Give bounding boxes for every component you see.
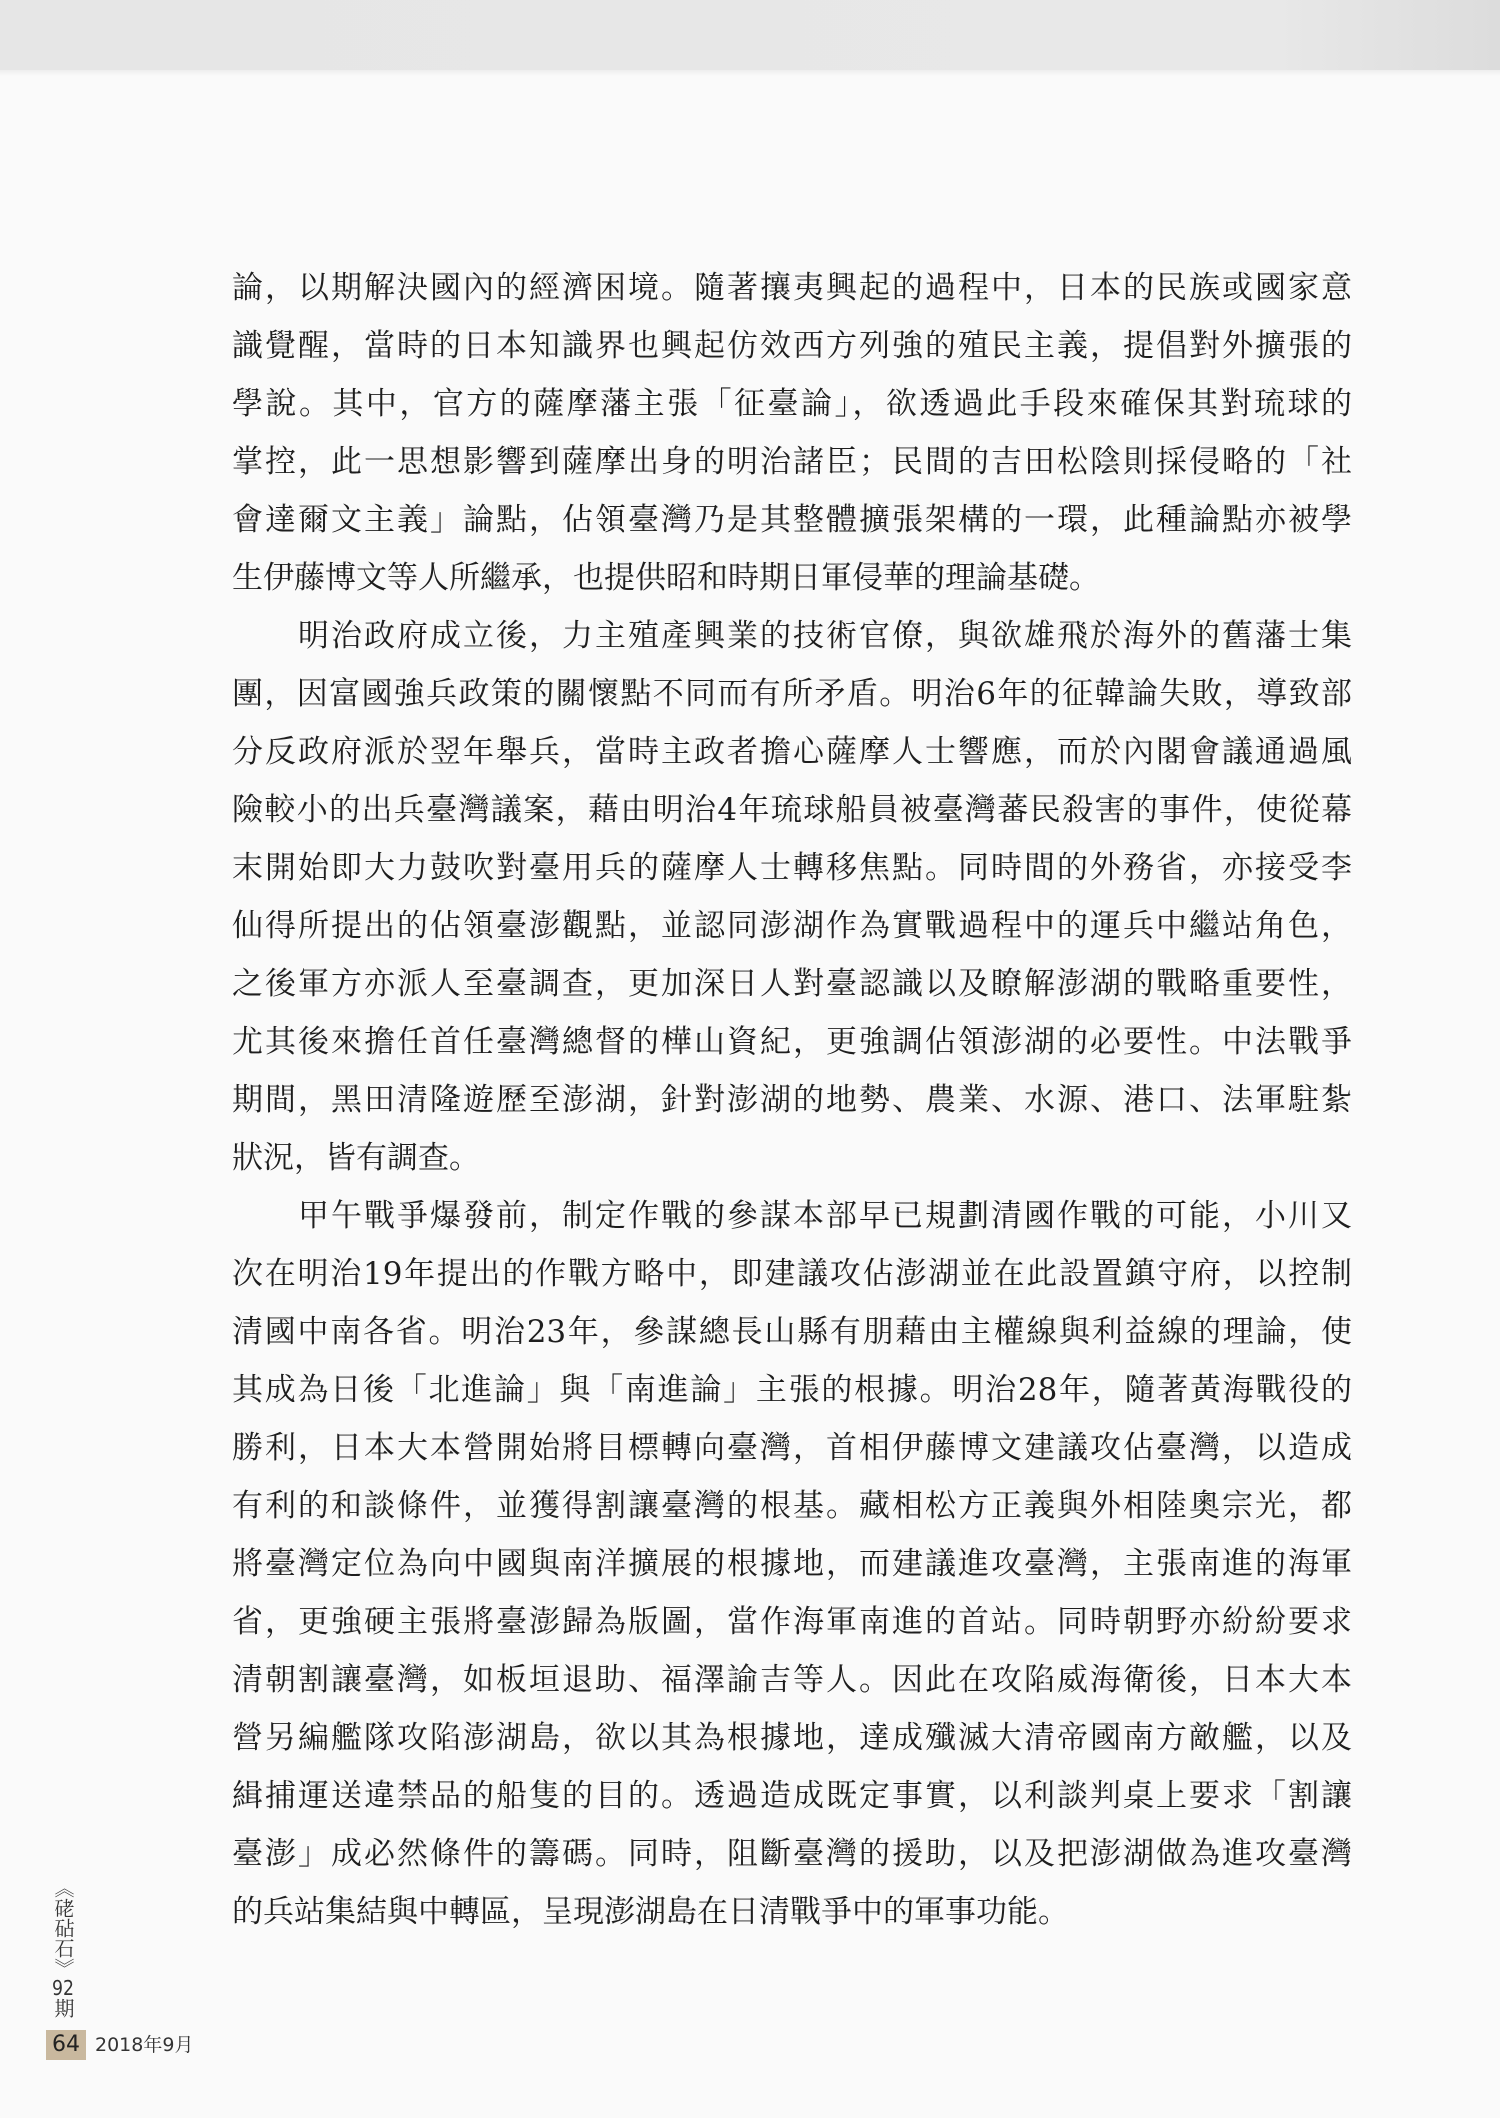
- text-line: 生伊藤博文等人所繼承，也提供昭和時期日軍侵華的理論基礎。: [232, 560, 1100, 596]
- paragraph-3: [232, 1187, 1352, 1941]
- paragraph-1: [232, 259, 1352, 607]
- page-number: 64: [46, 2030, 86, 2060]
- text-line: 緝捕運送違禁品的船隻的目的。透過造成既定事實，以利談判桌上要求「割讓: [232, 1778, 1352, 1814]
- text-line: 甲午戰爭爆發前，制定作戰的參謀本部早已規劃清國作戰的可能，小川又: [298, 1198, 1352, 1234]
- issue-unit: 期: [51, 1998, 75, 2018]
- scan-top-margin-edge: [0, 70, 1500, 76]
- text-line: 其成為日後「北進論」與「南進論」主張的根據。明治28年，隨著黃海戰役的: [232, 1372, 1352, 1408]
- text-line: 會達爾文主義」論點，佔領臺灣乃是其整體擴張架構的一環，此種論點亦被學: [232, 502, 1352, 538]
- text-line: 學說。其中，官方的薩摩藩主張「征臺論」，欲透過此手段來確保其對琉球的: [232, 386, 1352, 422]
- text-line: 識覺醒，當時的日本知識界也興起仿效西方列強的殖民主義，提倡對外擴張的: [232, 328, 1352, 364]
- text-line: 狀況，皆有調查。: [232, 1140, 480, 1176]
- text-line: 次在明治19年提出的作戰方略中，即建議攻佔澎湖並在此設置鎮守府，以控制: [232, 1256, 1352, 1292]
- text-line: 臺澎」成必然條件的籌碼。同時，阻斷臺灣的援助，以及把澎湖做為進攻臺灣: [232, 1836, 1352, 1872]
- text-line: 營另編艦隊攻陷澎湖島，欲以其為根據地，達成殲滅大清帝國南方敵艦，以及: [232, 1720, 1352, 1756]
- text-line: 有利的和談條件，並獲得割讓臺灣的根基。藏相松方正義與外相陸奧宗光，都: [232, 1488, 1352, 1524]
- text-line: 險較小的出兵臺灣議案，藉由明治4年琉球船員被臺灣蕃民殺害的事件，使從幕: [232, 792, 1352, 828]
- text-line: 團，因富國強兵政策的關懷點不同而有所矛盾。明治6年的征韓論失敗，導致部: [232, 676, 1352, 712]
- magazine-name: 《硓砧石》: [51, 1878, 75, 1978]
- text-line: 清國中南各省。明治23年，參謀總長山縣有朋藉由主權線與利益線的理論，使: [232, 1314, 1352, 1350]
- paragraph-2: [232, 607, 1352, 1187]
- text-line: 掌控，此一思想影響到薩摩出身的明治諸臣；民間的吉田松陰則採侵略的「社: [232, 444, 1352, 480]
- text-line: 將臺灣定位為向中國與南洋擴展的根據地，而建議進攻臺灣，主張南進的海軍: [232, 1546, 1352, 1582]
- text-line: 明治政府成立後，力主殖產興業的技術官僚，與欲雄飛於海外的舊藩士集: [298, 618, 1352, 654]
- text-line: 省，更強硬主張將臺澎歸為版圖，當作海軍南進的首站。同時朝野亦紛紛要求: [232, 1604, 1352, 1640]
- text-line: 勝利，日本大本營開始將目標轉向臺灣，首相伊藤博文建議攻佔臺灣，以造成: [232, 1430, 1352, 1466]
- text-line: 期間，黑田清隆遊歷至澎湖，針對澎湖的地勢、農業、水源、港口、法軍駐紮: [232, 1082, 1352, 1118]
- magazine-title-vertical: [52, 1878, 74, 2018]
- text-line: 論，以期解決國內的經濟困境。隨著攘夷興起的過程中，日本的民族或國家意: [232, 270, 1352, 306]
- text-line: 尤其後來擔任首任臺灣總督的樺山資紀，更強調佔領澎湖的必要性。中法戰爭: [232, 1024, 1352, 1060]
- text-line: 仙得所提出的佔領臺澎觀點，並認同澎湖作為實戰過程中的運兵中繼站角色，: [232, 908, 1352, 944]
- scan-top-margin: [0, 0, 1500, 70]
- text-line: 分反政府派於翌年舉兵，當時主政者擔心薩摩人士響應，而於內閣會議通過風: [232, 734, 1352, 770]
- text-line: 的兵站集結與中轉區，呈現澎湖島在日清戰爭中的軍事功能。: [232, 1894, 1069, 1930]
- article-body: [232, 259, 1352, 1941]
- text-line: 末開始即大力鼓吹對臺用兵的薩摩人士轉移焦點。同時間的外務省，亦接受李: [232, 850, 1352, 886]
- text-line: 之後軍方亦派人至臺調查，更加深日人對臺認識以及瞭解澎湖的戰略重要性，: [232, 966, 1352, 1002]
- text-line: 清朝割讓臺灣，如板垣退助、福澤諭吉等人。因此在攻陷威海衛後，日本大本: [232, 1662, 1352, 1698]
- issue-date: 2018年9月: [95, 2034, 194, 2056]
- issue-number: 92: [52, 1978, 74, 1998]
